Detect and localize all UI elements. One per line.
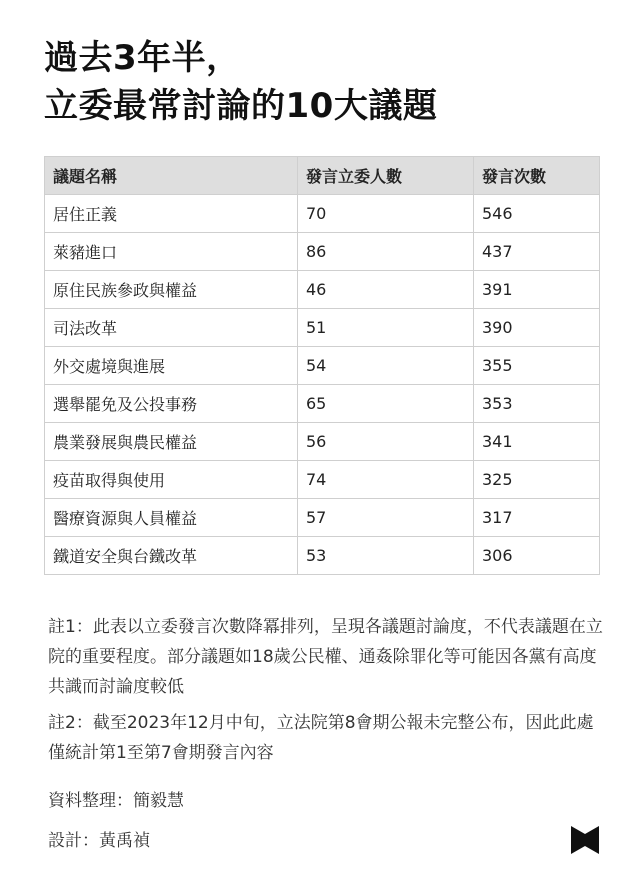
title-line-1: 過去3年半， xyxy=(44,38,241,78)
table-row xyxy=(45,385,600,423)
speech-count-cell: 353 xyxy=(474,385,600,423)
speech-count-cell: 390 xyxy=(474,309,600,347)
table-row xyxy=(45,499,600,537)
legislator-count-cell: 70 xyxy=(298,195,474,233)
issues-table xyxy=(44,156,600,575)
column-header-issue: 議題名稱 xyxy=(45,157,298,195)
legislator-count-cell: 53 xyxy=(298,537,474,575)
legislator-count-cell: 56 xyxy=(298,423,474,461)
legislator-count-cell: 86 xyxy=(298,233,474,271)
issue-name-cell: 居住正義 xyxy=(45,195,298,233)
issue-name-cell: 原住民族參政與權益 xyxy=(45,271,298,309)
publisher-logo-icon xyxy=(571,824,599,854)
table-row xyxy=(45,423,600,461)
legislator-count-cell: 65 xyxy=(298,385,474,423)
speech-count-cell: 306 xyxy=(474,537,600,575)
issue-name-cell: 外交處境與進展 xyxy=(45,347,298,385)
footnote-2: 註2：截至2023年12月中旬，立法院第8會期公報未完整公布，因此此處僅統計第1至第7會期發言內容 xyxy=(48,713,594,763)
speech-count-cell: 341 xyxy=(474,423,600,461)
table-row xyxy=(45,309,600,347)
data-credit: 資料整理：簡毅慧 xyxy=(48,791,184,811)
footnote-1: 註1：此表以立委發言次數降冪排列，呈現各議題討論度，不代表議題在立院的重要程度。部分議題如18歲公民權、通姦除罪化等可能因各黨有高度共識而討論度較低 xyxy=(48,617,603,697)
issue-name-cell: 鐵道安全與台鐵改革 xyxy=(45,537,298,575)
table-row xyxy=(45,271,600,309)
footnotes xyxy=(48,612,608,774)
issue-name-cell: 疫苗取得與使用 xyxy=(45,461,298,499)
issue-name-cell: 醫療資源與人員權益 xyxy=(45,499,298,537)
table-header-row xyxy=(45,157,600,195)
table-row xyxy=(45,233,600,271)
table-row xyxy=(45,347,600,385)
speech-count-cell: 355 xyxy=(474,347,600,385)
design-credit: 設計：黃禹禎 xyxy=(48,831,150,851)
table-row xyxy=(45,537,600,575)
legislator-count-cell: 74 xyxy=(298,461,474,499)
speech-count-cell: 317 xyxy=(474,499,600,537)
issue-name-cell: 農業發展與農民權益 xyxy=(45,423,298,461)
table-row xyxy=(45,195,600,233)
title-line-2: 立委最常討論的10大議題 xyxy=(44,86,438,126)
table-row xyxy=(45,461,600,499)
legislator-count-cell: 57 xyxy=(298,499,474,537)
legislator-count-cell: 54 xyxy=(298,347,474,385)
issue-name-cell: 司法改革 xyxy=(45,309,298,347)
column-header-legislators: 發言立委人數 xyxy=(298,157,474,195)
column-header-speeches: 發言次數 xyxy=(474,157,600,195)
speech-count-cell: 325 xyxy=(474,461,600,499)
issue-name-cell: 選舉罷免及公投事務 xyxy=(45,385,298,423)
speech-count-cell: 437 xyxy=(474,233,600,271)
legislator-count-cell: 51 xyxy=(298,309,474,347)
page-title xyxy=(44,34,437,130)
issue-name-cell: 萊豬進口 xyxy=(45,233,298,271)
speech-count-cell: 391 xyxy=(474,271,600,309)
speech-count-cell: 546 xyxy=(474,195,600,233)
legislator-count-cell: 46 xyxy=(298,271,474,309)
